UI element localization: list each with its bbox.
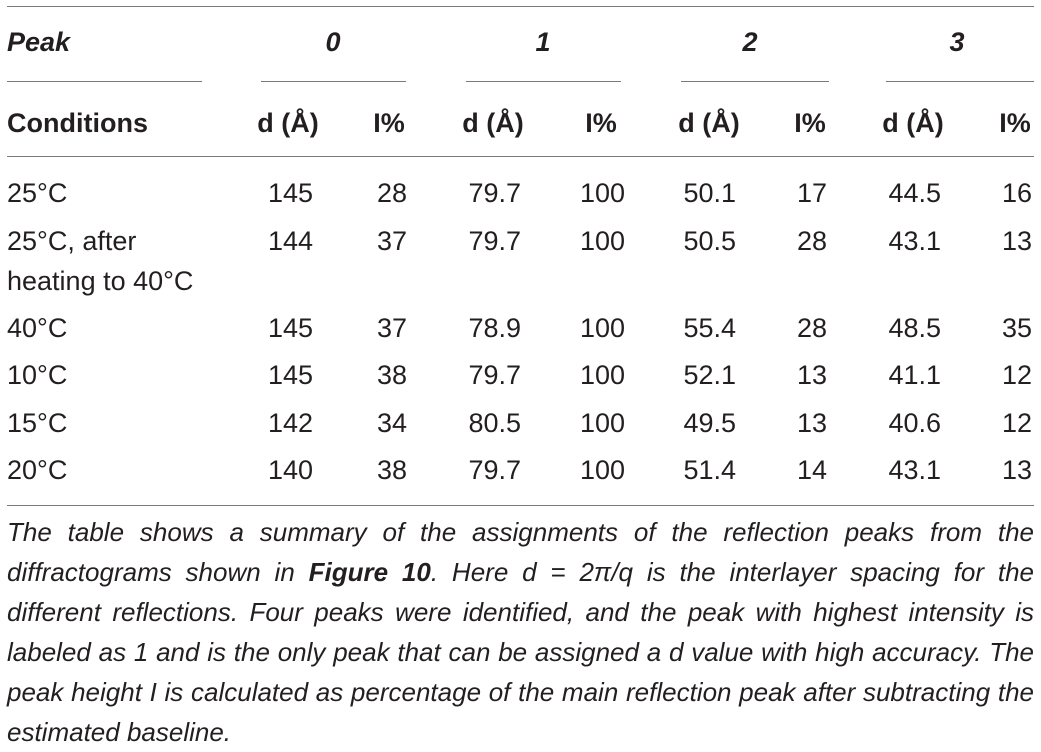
table-cell: 13 bbox=[1001, 455, 1032, 485]
condition-cell: 15°C bbox=[7, 408, 68, 438]
table-cell: 79.7 bbox=[468, 455, 521, 485]
table-cell: 13 bbox=[796, 408, 827, 438]
table-cell: 50.5 bbox=[683, 226, 736, 256]
table-cell: 12 bbox=[1001, 360, 1032, 390]
table-cell: 40.6 bbox=[888, 408, 941, 438]
table-cell: 51.4 bbox=[683, 455, 736, 485]
table-header-rule bbox=[7, 156, 1034, 157]
table-cell: 142 bbox=[267, 408, 313, 438]
table-cell: 44.5 bbox=[888, 178, 941, 208]
sub-header-intensity: I% bbox=[373, 108, 405, 138]
table-cell: 145 bbox=[267, 360, 313, 390]
table-cell: 79.7 bbox=[468, 226, 521, 256]
sub-header-intensity: I% bbox=[999, 108, 1031, 138]
table-cell: 43.1 bbox=[888, 226, 941, 256]
table-cell: 79.7 bbox=[468, 360, 521, 390]
table-cell: 17 bbox=[796, 178, 827, 208]
table-cell: 52.1 bbox=[683, 360, 736, 390]
sub-header-d: d (Å) bbox=[882, 108, 944, 138]
table-cell: 144 bbox=[267, 226, 313, 256]
condition-cell: heating to 40°C bbox=[7, 266, 194, 296]
table-cell: 100 bbox=[579, 313, 625, 343]
table-top-rule bbox=[7, 6, 1034, 7]
table-cell: 13 bbox=[796, 360, 827, 390]
table-cell: 80.5 bbox=[468, 408, 521, 438]
table-cell: 41.1 bbox=[888, 360, 941, 390]
table-cell: 13 bbox=[1001, 226, 1032, 256]
table-cell: 48.5 bbox=[888, 313, 941, 343]
peak-number-0: 0 bbox=[325, 27, 341, 57]
caption-text-start: The table shows a summary of the assignments of the reflection peaks from the diffractograms shown in bbox=[7, 517, 1034, 587]
sub-header-d: d (Å) bbox=[257, 108, 319, 138]
condition-cell: 40°C bbox=[7, 313, 68, 343]
table-cell: 50.1 bbox=[683, 178, 736, 208]
table-cell: 100 bbox=[579, 178, 625, 208]
condition-cell: 10°C bbox=[7, 360, 68, 390]
table-cell: 100 bbox=[579, 226, 625, 256]
table-cell: 35 bbox=[1001, 313, 1032, 343]
table-cell: 14 bbox=[796, 455, 827, 485]
table-cell: 28 bbox=[796, 313, 827, 343]
table-bottom-rule bbox=[7, 505, 1034, 506]
sub-header-d: d (Å) bbox=[678, 108, 740, 138]
table-cell: 28 bbox=[376, 178, 407, 208]
table-cell: 145 bbox=[267, 178, 313, 208]
peak-3-sub-rule bbox=[886, 81, 1034, 82]
table-cell: 37 bbox=[376, 226, 407, 256]
table-cell: 28 bbox=[796, 226, 827, 256]
table-cell: 38 bbox=[376, 360, 407, 390]
table-cell: 16 bbox=[1001, 178, 1032, 208]
table-caption bbox=[7, 512, 1034, 752]
table-cell: 12 bbox=[1001, 408, 1032, 438]
sub-header-intensity: I% bbox=[585, 108, 617, 138]
table-cell: 100 bbox=[579, 408, 625, 438]
table-cell: 140 bbox=[267, 455, 313, 485]
table-cell: 34 bbox=[376, 408, 407, 438]
table-cell: 145 bbox=[267, 313, 313, 343]
table-cell: 37 bbox=[376, 313, 407, 343]
peak-header: Peak bbox=[7, 27, 71, 57]
condition-cell: 25°C bbox=[7, 178, 68, 208]
peak-1-sub-rule bbox=[466, 81, 621, 82]
table-cell: 49.5 bbox=[683, 408, 736, 438]
figure-reference: Figure 10 bbox=[308, 557, 431, 587]
caption-text-end: . Here d = 2π/q is the interlayer spacing for the different reflections. Four peaks were identified, and the peak with highest intensity is labeled as 1 and is the only peak that can be assigned a d value with high accuracy. The peak height I is calculated as percentage of the main reflection peak after subtracting the estimated baseline. bbox=[7, 557, 1034, 747]
table-cell: 55.4 bbox=[683, 313, 736, 343]
table-cell: 38 bbox=[376, 455, 407, 485]
peak-number-2: 2 bbox=[742, 27, 758, 57]
table-cell: 78.9 bbox=[468, 313, 521, 343]
condition-cell: 25°C, after bbox=[7, 226, 137, 256]
condition-cell: 20°C bbox=[7, 455, 68, 485]
sub-header-d: d (Å) bbox=[462, 108, 524, 138]
peak-number-3: 3 bbox=[949, 27, 965, 57]
peak-number-1: 1 bbox=[535, 27, 551, 57]
sub-header-intensity: I% bbox=[794, 108, 826, 138]
peak-2-sub-rule bbox=[681, 81, 829, 82]
table-cell: 79.7 bbox=[468, 178, 521, 208]
conditions-sub-rule bbox=[7, 81, 202, 82]
table-cell: 43.1 bbox=[888, 455, 941, 485]
peak-0-sub-rule bbox=[261, 81, 406, 82]
table-cell: 100 bbox=[579, 455, 625, 485]
table-cell: 100 bbox=[579, 360, 625, 390]
conditions-header: Conditions bbox=[7, 108, 148, 138]
